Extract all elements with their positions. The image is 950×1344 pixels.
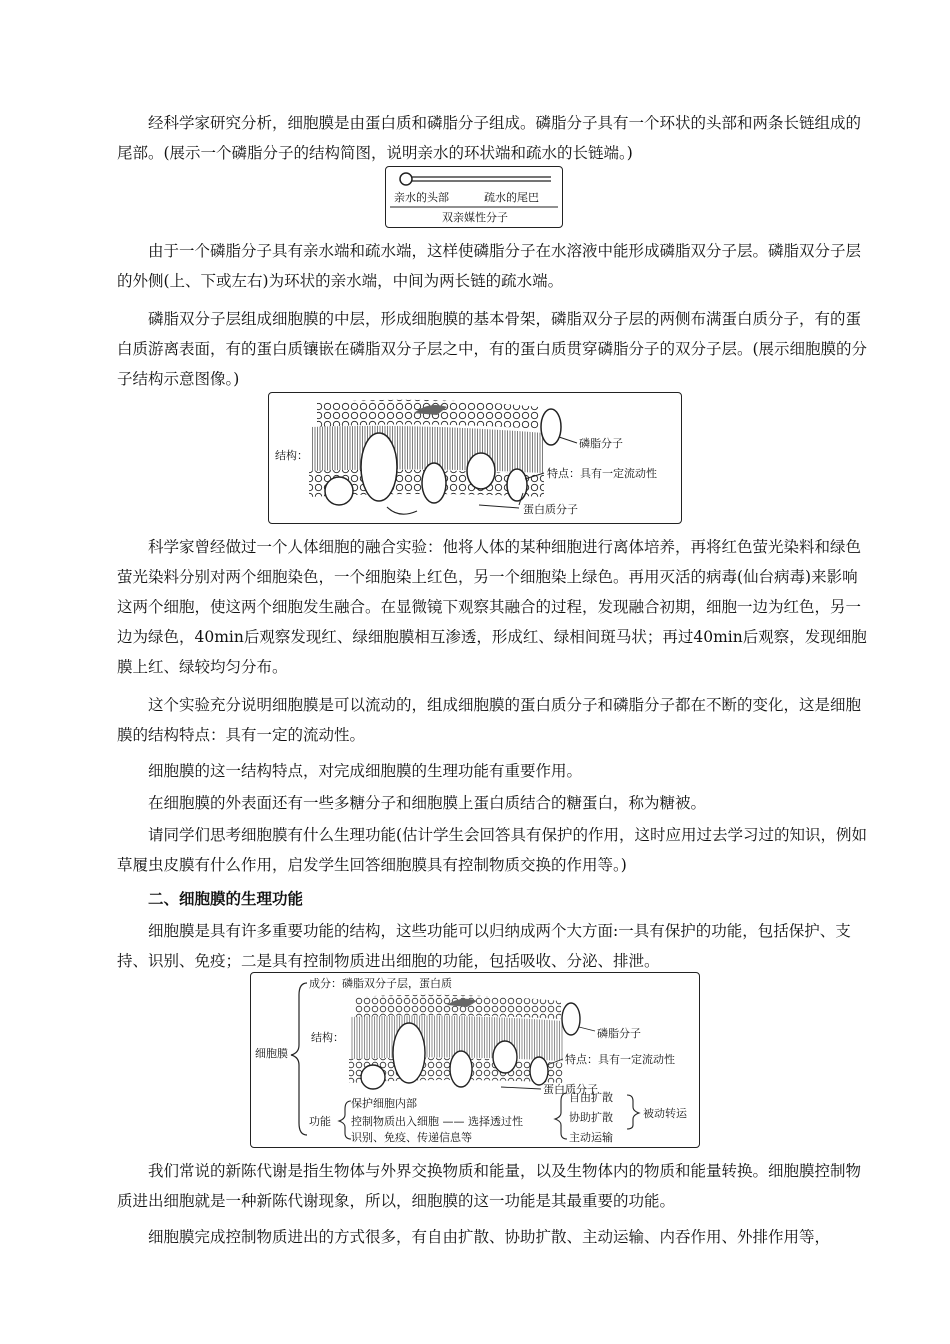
transport-active: 主动运输 (569, 1131, 613, 1144)
paragraph-4: 科学家曾经做过一个人体细胞的融合实验：他将人体的某种细胞进行离体培养，再将红色萤光染料和绿色萤光染料分别对两个细胞染色，一个细胞染上红色，另一个细胞染上绿色。再用灭活的病毒(仙台病毒)来影响这两个细胞，使这两个细胞发生融合。在显微镜下观察其融合的过程，发现融合初期，细胞一边为红色，另一边为绿色，40min后观察发现红、绿细胞膜相互渗透，形成红、绿相间斑马状；再过40min后观察，发现细胞膜上红、绿较均匀分布。 (117, 538, 867, 676)
paragraph-10: 我们常说的新陈代谢是指生物体与外界交换物质和能量，以及生物体内的物质和能量转换。细胞膜控制物质进出细胞就是一种新陈代谢现象，所以，细胞膜的这一功能是其最重要的功能。 (117, 1162, 862, 1210)
passive-transport-label: 被动转运 (643, 1107, 687, 1120)
fluidity-feature-label-2: 特点：具有一定流动性 (565, 1053, 675, 1066)
paragraph-7: 在细胞膜的外表面还有一些多糖分子和细胞膜上蛋白质结合的糖蛋白，称为糖被。 (148, 794, 707, 812)
function-recognition: 识别、免疫、传递信息等 (351, 1131, 472, 1144)
phospholipid-figure (385, 166, 563, 228)
composition-label: 成分：磷脂双分子层，蛋白质 (309, 977, 452, 990)
transport-free-diffusion: 自由扩散 (569, 1091, 613, 1104)
phospholipid-label: 磷脂分子 (579, 437, 623, 450)
paragraph-6: 细胞膜的这一结构特点，对完成细胞膜的生理功能有重要作用。 (148, 762, 583, 780)
paragraph-11: 细胞膜完成控制物质进出的方式很多，有自由扩散、协助扩散、主动运输、内吞作用、外排作用等， (148, 1228, 831, 1246)
hydrophilic-head-label: 亲水的头部 (394, 191, 449, 204)
membrane-summary-figure (250, 972, 700, 1148)
membrane-label: 细胞膜 (255, 1047, 288, 1060)
paragraph-1: 经科学家研究分析，细胞膜是由蛋白质和磷脂分子组成。磷脂分子具有一个环状的头部和两条长链组成的尾部。(展示一个磷脂分子的结构简图，说明亲水的环状端和疏水的长链端。) (117, 114, 862, 162)
paragraph-2: 由于一个磷脂分子具有亲水端和疏水端，这样使磷脂分子在水溶液中能形成磷脂双分子层。磷脂双分子层的外侧(上、下或左右)为环状的亲水端，中间为两长链的疏水端。 (117, 242, 862, 290)
membrane-structure-figure (268, 392, 682, 524)
structure-label-2: 结构： (311, 1031, 344, 1044)
transport-facilitated-diffusion: 协助扩散 (569, 1111, 613, 1124)
function-control: 控制物质出入细胞 —— 选择透过性 (351, 1115, 523, 1128)
paragraph-5: 这个实验充分说明细胞膜是可以流动的，组成细胞膜的蛋白质分子和磷脂分子都在不断的变化，这是细胞膜的结构特点：具有一定的流动性。 (117, 696, 862, 744)
function-protect: 保护细胞内部 (351, 1097, 417, 1110)
phospholipid-label-2: 磷脂分子 (597, 1027, 641, 1040)
section-heading: 二、细胞膜的生理功能 (148, 890, 304, 908)
structure-label: 结构： (275, 449, 308, 462)
protein-label-2: 蛋白质分子 (543, 1083, 598, 1096)
amphiphilic-caption: 双亲媒性分子 (442, 211, 508, 224)
paragraph-9: 细胞膜是具有许多重要功能的结构，这些功能可以归纳成两个大方面:一具有保护的功能，包括保护、支持、识别、免疫；二是具有控制物质进出细胞的功能，包括吸收、分泌、排泄。 (117, 922, 851, 970)
paragraph-8: 请同学们思考细胞膜有什么生理功能(估计学生会回答具有保护的作用，这时应用过去学习过的知识，例如草履虫皮膜有什么作用，启发学生回答细胞膜具有控制物质交换的作用等。) (117, 826, 868, 874)
lipid-bilayer-diagram-icon (269, 393, 681, 523)
fluidity-feature-label: 特点：具有一定流动性 (547, 467, 657, 480)
protein-label: 蛋白质分子 (523, 503, 578, 516)
paragraph-3: 磷脂双分子层组成细胞膜的中层，形成细胞膜的基本骨架，磷脂双分子层的两侧布满蛋白质分子，有的蛋白质游离表面，有的蛋白质镶嵌在磷脂双分子层之中，有的蛋白质贯穿磷脂分子的双分子层。(展示细胞膜的分子结构示意图像。) (117, 310, 868, 388)
function-label: 功能 (309, 1115, 331, 1128)
hydrophobic-tail-label: 疏水的尾巴 (484, 191, 539, 204)
